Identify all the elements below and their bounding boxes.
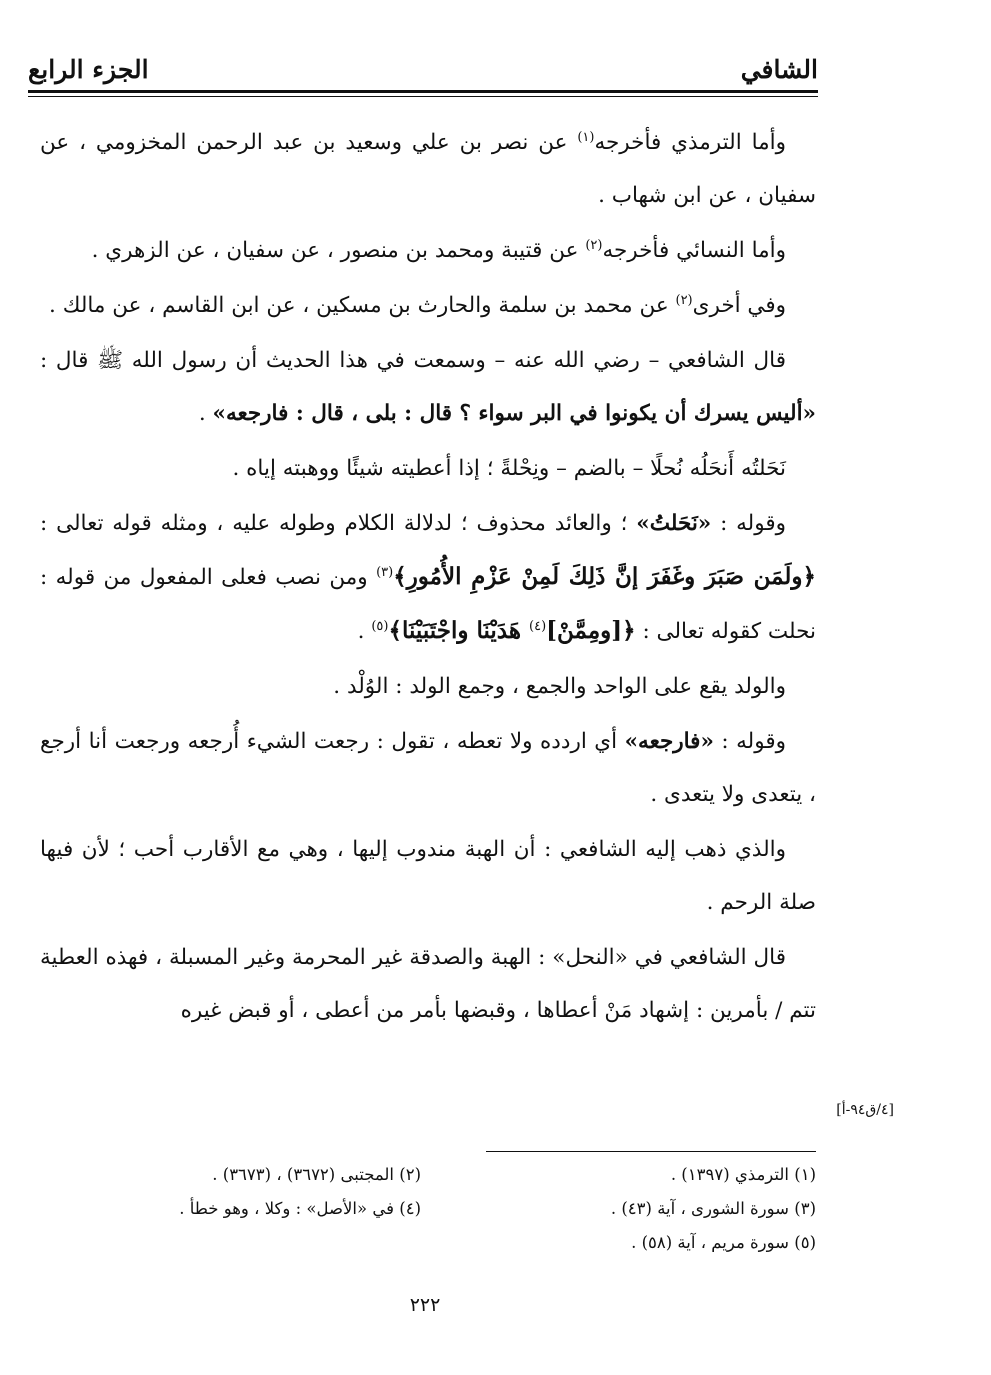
main-text — [40, 116, 816, 1039]
text-run: أي اردده ولا تعطه ، تقول : رجعت الشيء أُرجعه ورجعت أنا أرجع ، يتعدى ولا يتعدى . — [40, 729, 816, 807]
text-run: وأما الترمذي فأخرجه — [594, 130, 786, 155]
manuscript-folio-note: [٤/ق٩٤-أ] — [836, 1102, 894, 1118]
text-run: والولد يقع على الواحد والجمع ، وجمع الولد : الوُلْد . — [333, 674, 786, 699]
text-run: ؛ والعائد محذوف ؛ لدلالة الكلام وطوله عليه ، ومثله قوله تعالى : — [40, 511, 637, 536]
volume-label: الجزء الرابع — [28, 55, 149, 84]
quoted-word: «نَحَلتُ» — [636, 511, 712, 536]
footnote-ref: (٣) — [376, 564, 394, 580]
footnote-3: (٣) سورة الشورى ، آية (٤٣) . — [610, 1199, 816, 1218]
footnote-4: (٤) في «الأصل» : وكلا ، وهو خطأ . — [179, 1199, 421, 1218]
footnote-2: (٢) المجتبى (٣٦٧٢) ، (٣٦٧٣) . — [212, 1165, 421, 1184]
paragraph-hiba-mandub — [40, 823, 816, 929]
footnote-ref: (٢) — [675, 292, 693, 308]
text-run: وفي أخرى — [692, 293, 786, 318]
page-number: ٢٢٢ — [409, 1294, 441, 1316]
running-header — [28, 52, 818, 92]
paragraph-tirmidhi — [40, 116, 816, 222]
footnote-separator — [486, 1151, 816, 1152]
footnote-ref: (٢) — [585, 237, 603, 253]
paragraph-shafii-said — [40, 334, 816, 440]
footnote-5: (٥) سورة مريم ، آية (٥٨) . — [631, 1233, 816, 1252]
text-run: قال الشافعي في «النحل» : الهبة والصدقة غير المحرمة وغير المسبلة ، فهذه العطية تتم / بأمرين : إشهاد مَنْ أعطاها ، وقبضها بأمر من أعطى ، أو قبض غيره — [40, 945, 816, 1023]
text-run: قال الشافعي – رضي الله عنه – وسمعت في هذا الحديث أن رسول الله ﷺ قال : — [40, 348, 786, 373]
paragraph-farjiuh — [40, 715, 816, 821]
footnotes — [40, 1162, 816, 1262]
footnote-ref: (٤) — [529, 618, 547, 634]
header-rule-thin — [28, 96, 818, 97]
text-run: عن محمد بن سلمة والحارث بن مسكين ، عن ابن القاسم ، عن مالك . — [49, 293, 676, 318]
paragraph-nahaltu — [40, 442, 816, 495]
text-run: عن قتيبة ومحمد بن منصور ، عن سفيان ، عن الزهري . — [91, 238, 586, 263]
footnote-1: (١) الترمذي (١٣٩٧) . — [670, 1165, 816, 1184]
text-run: وأما النسائي فأخرجه — [602, 238, 786, 263]
text-run: ومن نصب فعلى المفعول من قوله : نحلت كقوله تعالى : — [40, 565, 816, 644]
paragraph-walad — [40, 660, 816, 713]
book-title: الشافي — [740, 55, 818, 84]
paragraph-another-narration — [40, 279, 816, 332]
text-run: والذي ذهب إليه الشافعي : أن الهبة مندوب إليها ، وهي مع الأقارب أحب ؛ لأن فيها صلة الرحم . — [40, 837, 816, 915]
text-run: وقوله : — [711, 511, 786, 536]
text-run: . — [198, 401, 213, 426]
paragraph-nasai — [40, 224, 816, 277]
hadith-quote: «أليس يسرك أن يكونوا في البر سواء ؟ قال : بلى ، قال : فارجعه» — [212, 401, 816, 426]
quoted-word: «فارجعه» — [624, 729, 714, 754]
quran-verse: ﴿[ومِمَّنْ] — [546, 617, 636, 644]
paragraph-qawluhu-nahaltu — [40, 497, 816, 658]
text-run: نَحَلتُه أَنحَلُه نُحلًا – بالضم – ونِحْلةً ؛ إذا أعطيته شيئًا ووهبته إياه . — [232, 456, 786, 481]
text-run: . — [357, 619, 372, 644]
text-run: وقوله : — [713, 729, 786, 754]
quran-verse: ﴿ولَمَن صَبَرَ وغَفَرَ إنَّ ذَلِكَ لَمِنْ عَزْمِ الأُمُورِ﴾ — [393, 563, 816, 590]
text-run: عن نصر بن علي وسعيد بن عبد الرحمن المخزومي ، عن سفيان ، عن ابن شهاب . — [40, 130, 816, 208]
footnote-ref: (٥) — [371, 618, 389, 634]
footnote-ref: (١) — [577, 129, 595, 145]
quran-verse: هَدَيْنَا واجْتَبَيْنَا﴾ — [388, 617, 530, 644]
header-rule — [28, 90, 818, 93]
paragraph-shafii-nahl — [40, 931, 816, 1037]
